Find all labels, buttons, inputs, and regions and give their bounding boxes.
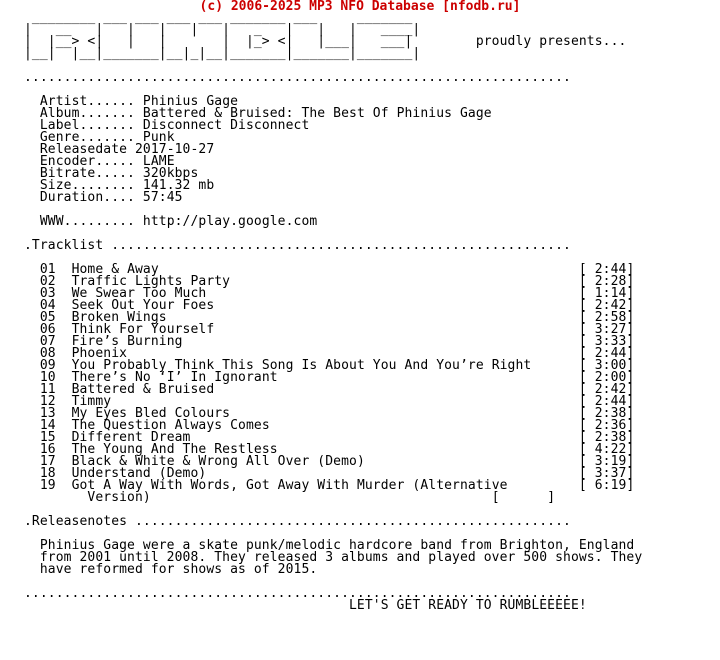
track-title: Understand (Demo) [71, 466, 207, 481]
track-number: 04 [39, 298, 56, 313]
track-title: Think For Yourself [71, 322, 215, 337]
track-duration: [ 3:00] [578, 358, 635, 373]
label-value: Disconnect Disconnect [142, 118, 310, 133]
track-number: 14 [39, 418, 56, 433]
encoder-label: Encoder..... [39, 154, 135, 169]
track-title: We Swear Too Much [71, 286, 207, 301]
artist-value: Phinius Gage [142, 94, 239, 109]
track-duration: [ 2:44] [578, 346, 635, 361]
track-number: 12 [39, 394, 56, 409]
track-number: 01 [39, 262, 56, 277]
track-title: Phoenix [71, 346, 128, 361]
duration-value: 57:45 [142, 190, 183, 205]
logo-line-1: ________ ___ ___ ___ ___ _______ ___ _______ [24, 10, 413, 25]
encoder-value: LAME [142, 154, 175, 169]
track-number: 10 [39, 370, 56, 385]
track-title: You Probably Think This Song Is About You And You’re Right [71, 358, 532, 373]
bitrate-value: 320kbps [142, 166, 199, 181]
track-duration: [ 2:36] [578, 418, 635, 433]
separator-bottom: ..................................................................... [24, 586, 571, 601]
track-title: Fire’s Burning [71, 334, 183, 349]
genre-label: Genre....... [39, 130, 135, 145]
releasenotes-line-1: Phinius Gage were a skate punk/melodic hardcore band from Brighton, England [39, 538, 635, 553]
track-duration: [ 2:42] [578, 298, 635, 313]
nfo-document [24, 12, 642, 612]
size-value: 141.32 mb [142, 178, 215, 193]
releasenotes-line-2: from 2001 until 2008. They released 3 albums and played over 500 shows. They [39, 550, 643, 565]
footer-text: LET'S GET READY TO RUMBLEEEEE! [349, 598, 587, 613]
tagline: proudly presents... [475, 34, 627, 49]
track-19-continued: Version) [87, 490, 151, 505]
track-number: 09 [39, 358, 56, 373]
track-title: Broken Wings [71, 310, 167, 325]
track-duration: [ 3:27] [578, 322, 635, 337]
track-number: 19 [39, 478, 56, 493]
track-duration: [ 2:00] [578, 370, 635, 385]
track-duration: [ 2:28] [578, 274, 635, 289]
www-link[interactable]: http://play.google.com [142, 214, 318, 229]
album-label: Album....... [39, 106, 135, 121]
track-duration: [ 2:38] [578, 406, 635, 421]
track-title: My Eyes Bled Colours [71, 406, 231, 421]
track-number: 07 [39, 334, 56, 349]
track-duration: [ 2:58] [578, 310, 635, 325]
track-duration: [ 2:42] [578, 382, 635, 397]
track-number: 03 [39, 286, 56, 301]
track-number: 13 [39, 406, 56, 421]
track-title: The Young And The Restless [71, 442, 278, 457]
track-number: 08 [39, 346, 56, 361]
tracklist-header: .Tracklist .......................................................... [24, 238, 571, 253]
track-title: Got A Way With Words, Got Away With Murder (Alternative [71, 478, 508, 493]
releasedate-value: 2017-10-27 [135, 142, 215, 157]
track-title: Battered & Bruised [71, 382, 215, 397]
releasenotes-line-3: have reformed for shows as of 2015. [39, 562, 318, 577]
track-duration: [ 2:44] [578, 262, 635, 277]
www-label: WWW......... [39, 214, 135, 229]
artist-label: Artist...... [39, 94, 135, 109]
releasenotes-header: .Releasenotes ....................................................... [24, 514, 571, 529]
track-number: 11 [39, 382, 56, 397]
logo-line-3: | |__> <| | | | |_> <| |___| ___| [24, 34, 413, 49]
track-number: 15 [39, 430, 56, 445]
label-label: Label....... [39, 118, 135, 133]
track-duration: [ 2:44] [578, 394, 635, 409]
track-title: Timmy [71, 394, 112, 409]
track-number: 17 [39, 454, 56, 469]
track-number: 06 [39, 322, 56, 337]
duration-label: Duration.... [39, 190, 135, 205]
track-title: There’s No ‘I’ In Ignorant [71, 370, 278, 385]
track-number: 16 [39, 442, 56, 457]
track-number: 18 [39, 466, 56, 481]
track-duration: [ 6:19] [578, 478, 635, 493]
track-title: Traffic Lights Party [71, 274, 231, 289]
track-duration: [ 3:37] [578, 466, 635, 481]
separator-top: ..................................................................... [24, 70, 571, 85]
track-duration: [ 2:38] [578, 430, 635, 445]
genre-value: Punk [142, 130, 175, 145]
logo-line-2: | __ | | | | | _ | | | ____| [24, 22, 421, 37]
releasedate-label: Releasedate [39, 142, 128, 157]
track-title: The Question Always Comes [71, 418, 270, 433]
bitrate-label: Bitrate..... [39, 166, 135, 181]
track-title: Black & White & Wrong All Over (Demo) [71, 454, 365, 469]
album-value: Battered & Bruised: The Best Of Phinius Gage [142, 106, 492, 121]
tracklist [24, 262, 634, 493]
track-duration: [ 1:14] [578, 286, 635, 301]
track-duration: [ 3:19] [578, 454, 635, 469]
copyright-banner: (c) 2006-2025 MP3 NFO Database [nfodb.ru] [199, 0, 521, 14]
logo-line-4: |__| |__|_______|__|_|__|_______|_______|_______| [24, 46, 421, 61]
track-duration: [ 4:22] [578, 442, 635, 457]
track-19-continued-time: [ ] [491, 490, 556, 505]
track-number: 05 [39, 310, 56, 325]
track-title: Seek Out Your Foes [71, 298, 215, 313]
size-label: Size........ [39, 178, 135, 193]
track-duration: [ 3:33] [578, 334, 635, 349]
track-title: Different Dream [71, 430, 191, 445]
track-title: Home & Away [71, 262, 159, 277]
track-number: 02 [39, 274, 56, 289]
